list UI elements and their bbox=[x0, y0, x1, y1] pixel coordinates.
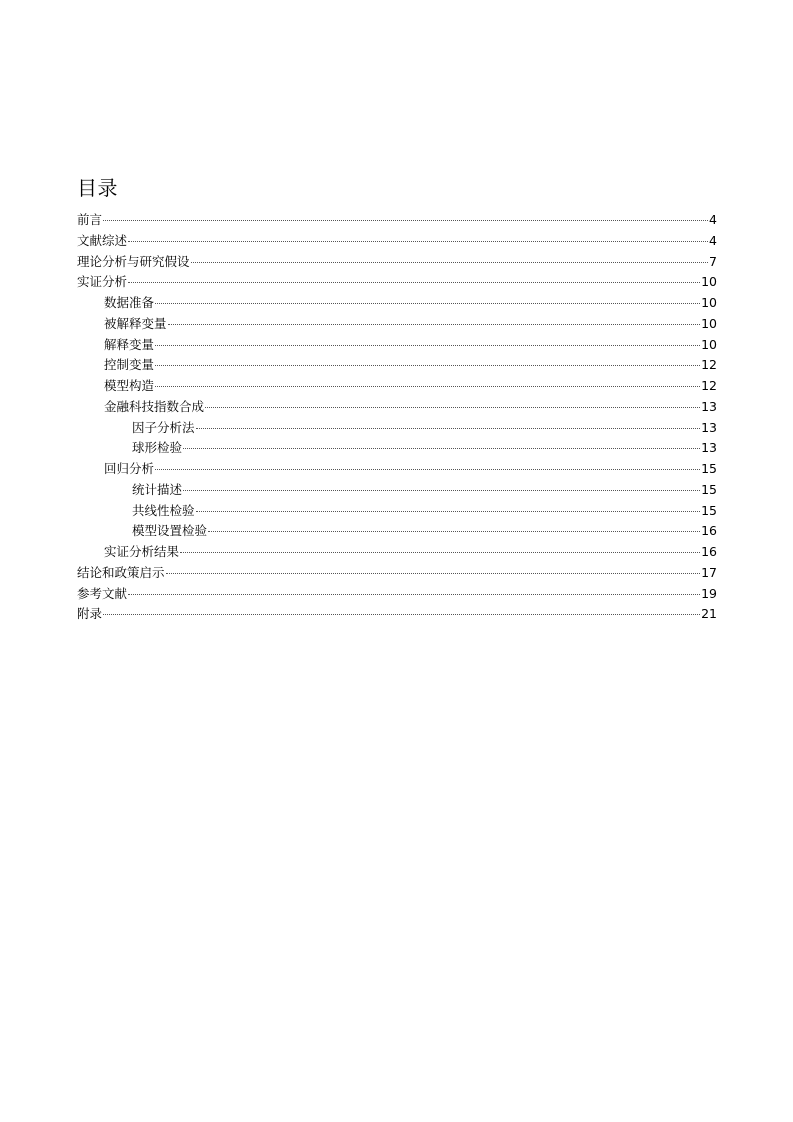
toc-entry-label: 因子分析法 bbox=[132, 419, 195, 435]
toc-entry-label: 回归分析 bbox=[104, 461, 155, 476]
toc-dot-leader bbox=[155, 345, 700, 346]
toc-page-number: 17 bbox=[701, 564, 717, 580]
toc-entry-conclusion-policy[interactable] bbox=[77, 563, 717, 584]
toc-dot-leader bbox=[128, 594, 700, 595]
toc-dot-leader bbox=[196, 511, 701, 512]
toc-entry-label: 球形检验 bbox=[132, 440, 183, 456]
toc-entry-label: 文献综述 bbox=[77, 232, 128, 248]
toc-page-number: 13 bbox=[701, 398, 717, 414]
toc-dot-leader bbox=[208, 531, 700, 532]
toc-page-number: 19 bbox=[701, 585, 717, 601]
toc-entry-empirical-analysis[interactable] bbox=[77, 272, 717, 293]
toc-entry-dependent-variable[interactable] bbox=[77, 314, 717, 335]
toc-entry-appendix[interactable] bbox=[77, 604, 717, 625]
toc-dot-leader bbox=[155, 365, 700, 366]
toc-entry-label: 控制变量 bbox=[104, 357, 155, 373]
toc-list bbox=[77, 210, 717, 625]
toc-entry-label: 实证分析结果 bbox=[104, 544, 180, 559]
toc-entry-fintech-index[interactable] bbox=[77, 397, 717, 418]
toc-entry-theory-hypotheses[interactable] bbox=[77, 252, 717, 273]
toc-entry-preface[interactable] bbox=[77, 210, 717, 231]
toc-dot-leader bbox=[196, 428, 701, 429]
toc-page-number: 16 bbox=[701, 544, 717, 559]
toc-entry-label: 模型构造 bbox=[104, 378, 155, 393]
toc-entry-control-variables[interactable] bbox=[77, 355, 717, 376]
toc-page-number: 10 bbox=[701, 336, 717, 352]
toc-dot-leader bbox=[155, 386, 700, 387]
toc-page-number: 15 bbox=[701, 461, 717, 476]
toc-entry-collinearity-test[interactable] bbox=[77, 501, 717, 522]
toc-dot-leader bbox=[103, 614, 700, 615]
toc-entry-label: 数据准备 bbox=[104, 295, 155, 310]
toc-page-number: 10 bbox=[701, 315, 717, 331]
toc-dot-leader bbox=[205, 407, 700, 408]
toc-page-number: 10 bbox=[701, 274, 717, 290]
toc-dot-leader bbox=[128, 241, 708, 242]
toc-page-number: 15 bbox=[701, 502, 717, 518]
toc-entry-empirical-results[interactable] bbox=[77, 542, 717, 563]
toc-page-number: 13 bbox=[701, 440, 717, 456]
toc-entry-references[interactable] bbox=[77, 584, 717, 605]
toc-dot-leader bbox=[155, 469, 700, 470]
toc-page-number: 10 bbox=[701, 295, 717, 310]
toc-page-number: 12 bbox=[701, 378, 717, 393]
toc-entry-literature-review[interactable] bbox=[77, 231, 717, 252]
toc-entry-label: 前言 bbox=[77, 212, 103, 227]
toc-page-number: 4 bbox=[709, 232, 717, 248]
toc-entry-explanatory-variable[interactable] bbox=[77, 335, 717, 356]
toc-dot-leader bbox=[103, 220, 708, 221]
toc-entry-model-construction[interactable] bbox=[77, 376, 717, 397]
toc-entry-label: 参考文献 bbox=[77, 585, 128, 601]
toc-entry-label: 金融科技指数合成 bbox=[104, 398, 205, 414]
toc-page-number: 13 bbox=[701, 419, 717, 435]
toc-entry-label: 实证分析 bbox=[77, 274, 128, 290]
toc-dot-leader bbox=[191, 262, 709, 263]
toc-entry-label: 附录 bbox=[77, 606, 103, 622]
toc-entry-label: 理论分析与研究假设 bbox=[77, 253, 190, 269]
toc-entry-label: 统计描述 bbox=[132, 481, 183, 497]
toc-dot-leader bbox=[183, 448, 700, 449]
toc-page-number: 12 bbox=[701, 357, 717, 373]
toc-entry-label: 共线性检验 bbox=[132, 502, 195, 518]
toc-entry-label: 被解释变量 bbox=[104, 315, 167, 331]
toc-entry-regression-analysis[interactable] bbox=[77, 459, 717, 480]
toc-dot-leader bbox=[166, 573, 701, 574]
toc-dot-leader bbox=[168, 324, 701, 325]
toc-entry-model-specification-test[interactable] bbox=[77, 521, 717, 542]
toc-entry-factor-analysis[interactable] bbox=[77, 418, 717, 439]
toc-entry-label: 模型设置检验 bbox=[132, 523, 208, 539]
toc-entry-sphericity-test[interactable] bbox=[77, 438, 717, 459]
toc-dot-leader bbox=[128, 282, 700, 283]
toc-page-number: 16 bbox=[701, 523, 717, 539]
toc-entry-data-preparation[interactable] bbox=[77, 293, 717, 314]
toc-entry-label: 结论和政策启示 bbox=[77, 564, 165, 580]
toc-page-number: 15 bbox=[701, 481, 717, 497]
toc-entry-label: 解释变量 bbox=[104, 336, 155, 352]
toc-page-number: 21 bbox=[701, 606, 717, 622]
toc-dot-leader bbox=[155, 303, 700, 304]
toc-entry-descriptive-statistics[interactable] bbox=[77, 480, 717, 501]
toc-dot-leader bbox=[183, 490, 700, 491]
toc-page-number: 7 bbox=[709, 253, 717, 269]
toc-title: 目录 bbox=[77, 176, 118, 200]
toc-page-number: 4 bbox=[709, 212, 717, 227]
toc-dot-leader bbox=[180, 552, 700, 553]
